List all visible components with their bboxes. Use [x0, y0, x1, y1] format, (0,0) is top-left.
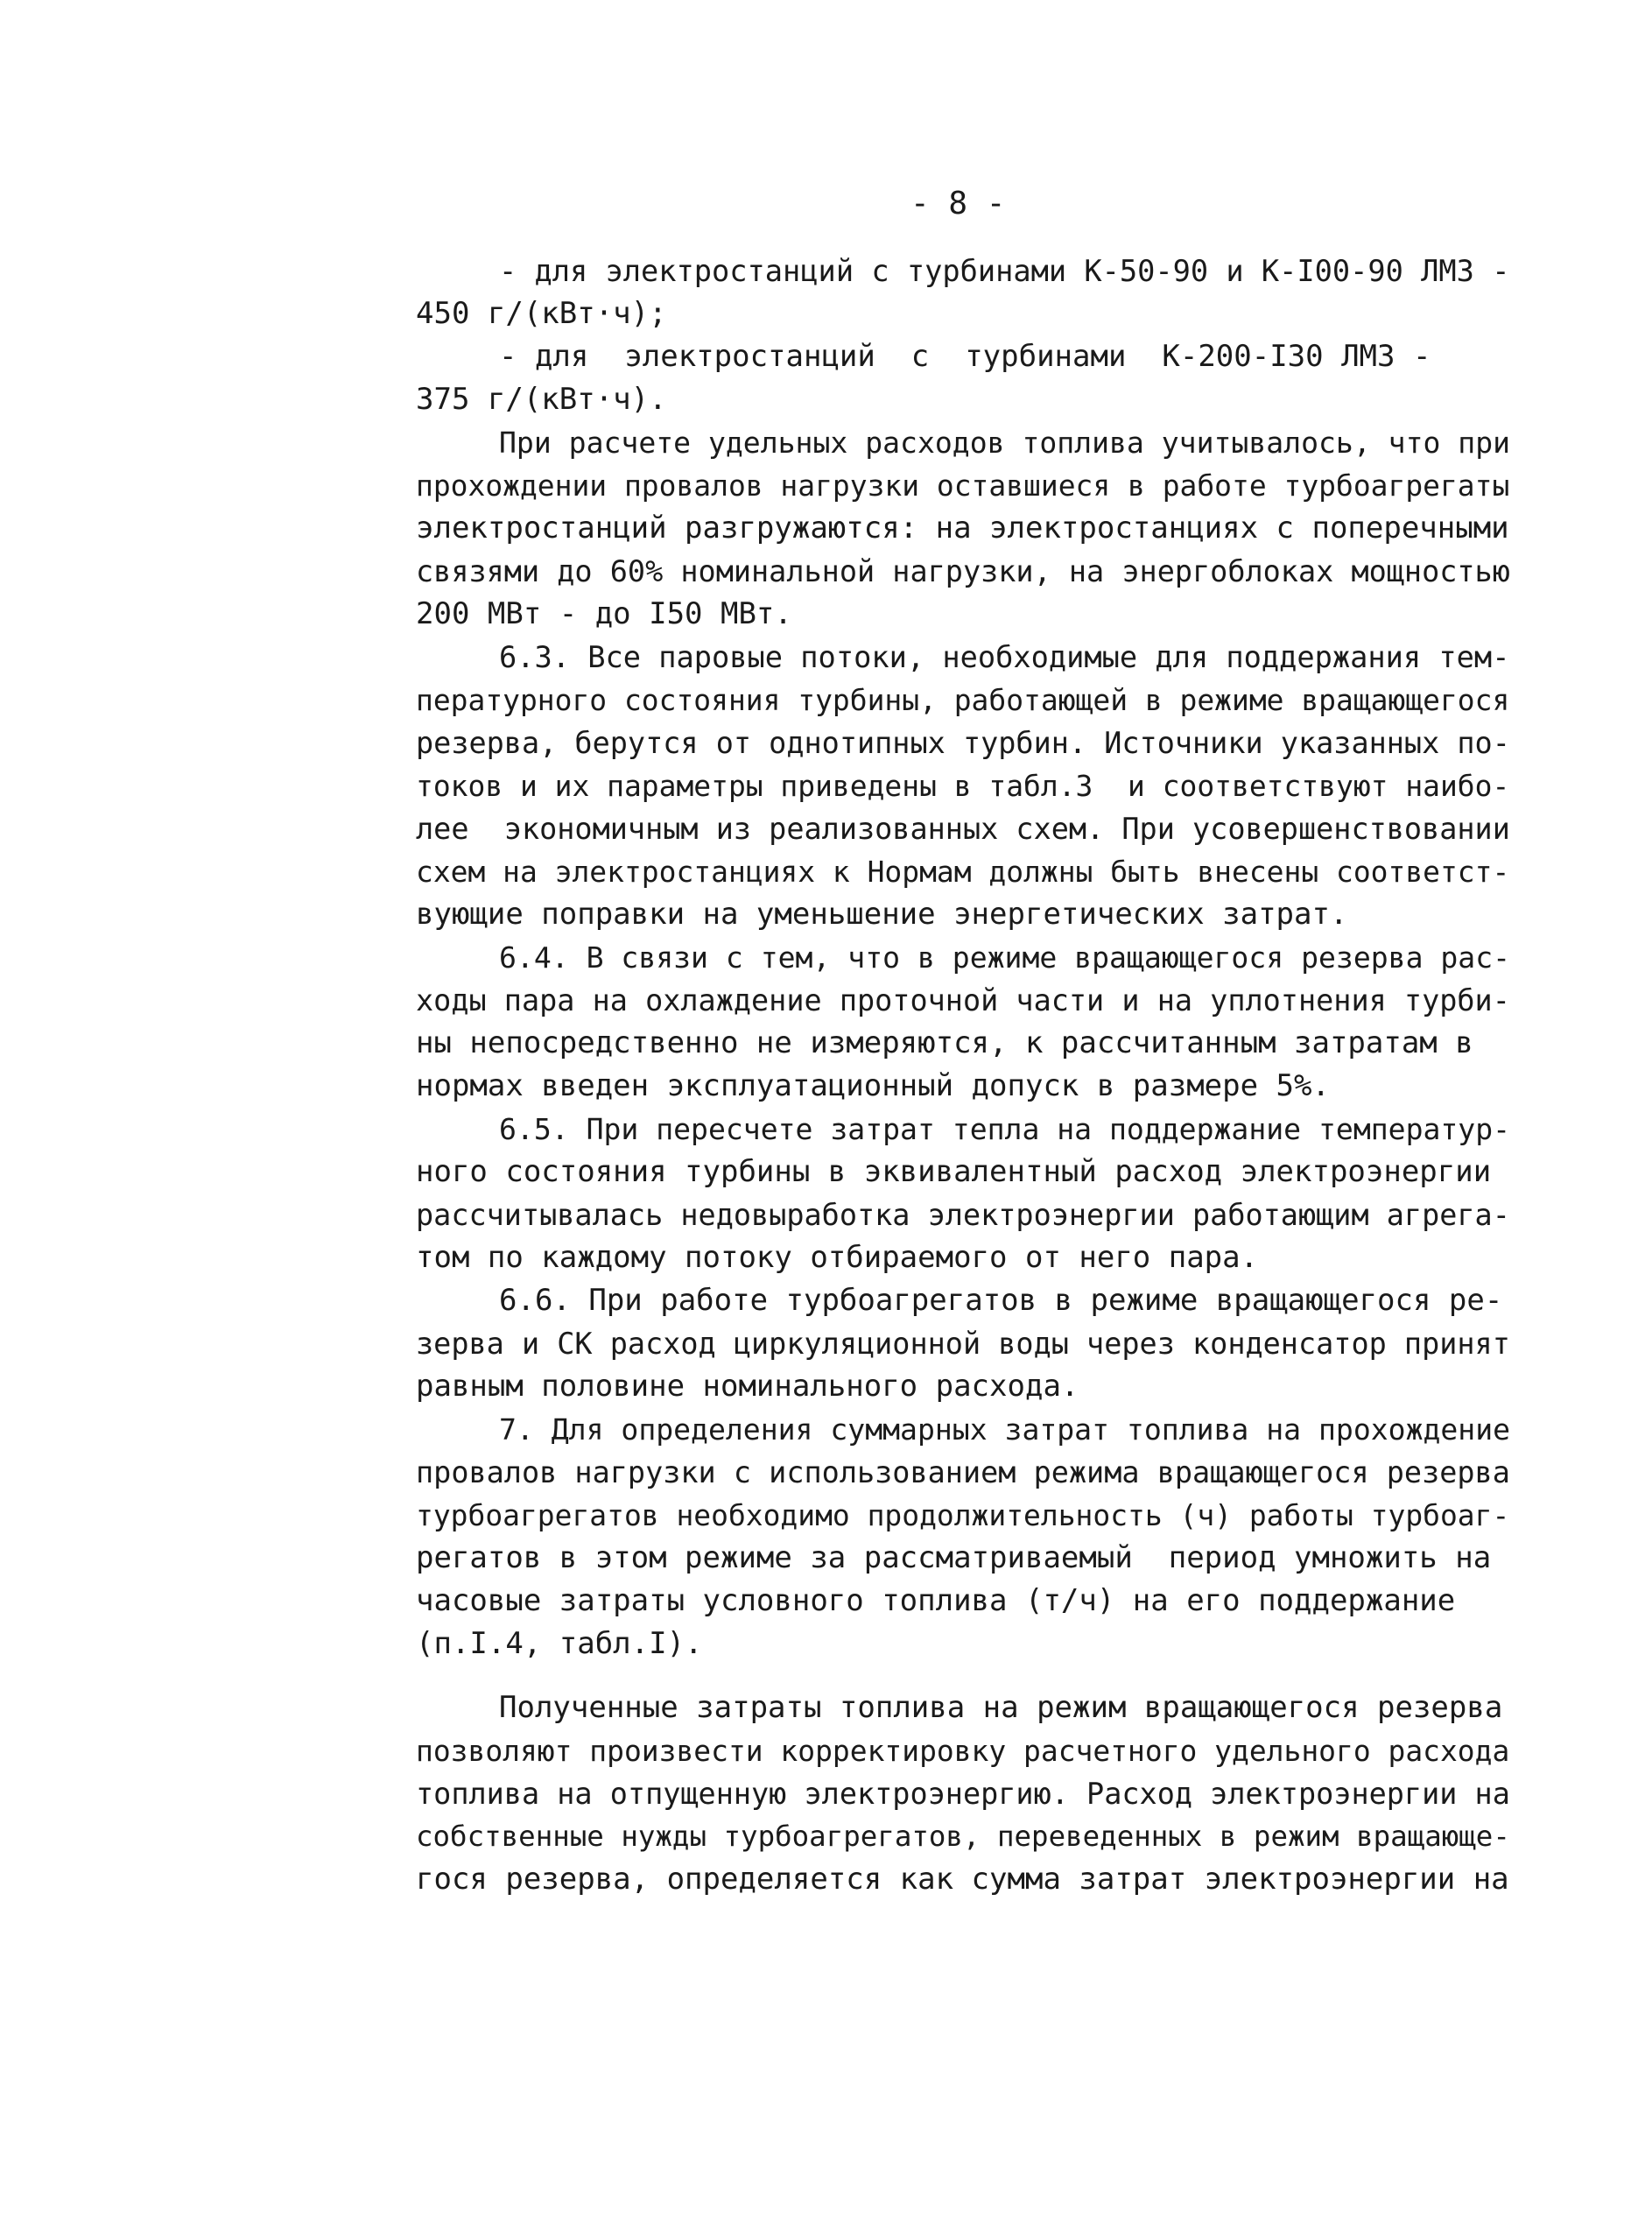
text-line: рассчитывалась недовыработка электроэнергии работающим агрега- — [416, 1198, 1510, 1232]
body-text — [416, 250, 1510, 1901]
text-line: токов и их параметры приведены в табл.3 и соответствуют наибо- — [416, 769, 1510, 803]
text-line: - для электростанций с турбинами К-50-90 и К-I00-90 ЛМЗ - — [499, 254, 1510, 288]
text-line: 7. Для определения суммарных затрат топлива на прохождение — [499, 1412, 1511, 1447]
text-line: 200 МВт - до I50 МВт. — [416, 596, 792, 631]
text-line: Полученные затраты топлива на режим вращающегося резерва — [499, 1690, 1503, 1725]
text-line: гося резерва, определяется как сумма затрат электроэнергии на — [416, 1862, 1509, 1897]
text-line: равным половине номинального расхода. — [416, 1369, 1079, 1404]
text-line: вующие поправки на уменьшение энергетических затрат. — [416, 897, 1348, 932]
text-line: лее экономичным из реализованных схем. При усовершенствовании — [416, 812, 1510, 846]
text-line: ходы пара на охлаждение проточной части и на уплотнения турби- — [416, 983, 1510, 1017]
text-line: резерва, берутся от однотипных турбин. Источники указанных по- — [416, 726, 1510, 760]
text-line: зерва и СК расход циркуляционной воды через конденсатор принят — [416, 1327, 1510, 1361]
text-line: При расчете удельных расходов топлива учитывалось, что при — [499, 426, 1511, 460]
text-line: собственные нужды турбоагрегатов, переведенных в режим вращающе- — [416, 1820, 1510, 1853]
text-line: позволяют произвести корректировку расчетного удельного расхода — [416, 1734, 1510, 1768]
text-line: ны непосредственно не измеряются, к рассчитанным затратам в — [416, 1025, 1473, 1060]
text-line: топлива на отпущенную электроэнергию. Расход электроэнергии на — [416, 1777, 1510, 1811]
text-line: прохождении провалов нагрузки оставшиеся в работе турбоагрегаты — [416, 468, 1510, 503]
text-line: том по каждому потоку отбираемого от него пара. — [416, 1240, 1259, 1275]
text-line: 6.4. В связи с тем, что в режиме вращающегося резерва рас- — [499, 940, 1511, 975]
text-line: ного состояния турбины в эквивалентный расход электроэнергии — [416, 1154, 1492, 1189]
text-line: пературного состояния турбины, работающей в режиме вращающегося — [416, 683, 1510, 717]
text-line: часовые затраты условного топлива (т/ч) на его поддержание — [416, 1583, 1456, 1618]
text-line: 375 г/(кВт·ч). — [416, 382, 667, 417]
text-line: (п.I.4, табл.I). — [416, 1626, 703, 1661]
text-line: регатов в этом режиме за рассматриваемый период умножить на — [416, 1540, 1492, 1575]
text-line: связями до 60% номинальной нагрузки, на энергоблоках мощностью — [416, 554, 1510, 588]
text-line: 6.6. При работе турбоагрегатов в режиме вращающегося ре- — [499, 1283, 1503, 1318]
text-line: 6.3. Все паровые потоки, необходимые для поддержания тем- — [499, 640, 1510, 674]
text-line: 6.5. При пересчете затрат тепла на поддержание температур- — [499, 1112, 1511, 1146]
text-line: провалов нагрузки с использованием режима вращающегося резерва — [416, 1455, 1510, 1489]
page-number: - 8 - — [910, 186, 1006, 222]
text-line: - для электростанций с турбинами К-200-I30 ЛМЗ - — [499, 339, 1431, 374]
text-line: 450 г/(кВт·ч); — [416, 296, 667, 331]
text-line: схем на электростанциях к Нормам должны быть внесены соответст- — [416, 855, 1510, 889]
text-line: нормах введен эксплуатационный допуск в размере 5%. — [416, 1068, 1330, 1103]
text-line: турбоагрегатов необходимо продолжительность (ч) работы турбоаг- — [416, 1498, 1510, 1532]
paragraph-gap — [416, 1665, 1510, 1686]
text-line: электростанций разгружаются: на электростанциях с поперечными — [416, 510, 1509, 546]
